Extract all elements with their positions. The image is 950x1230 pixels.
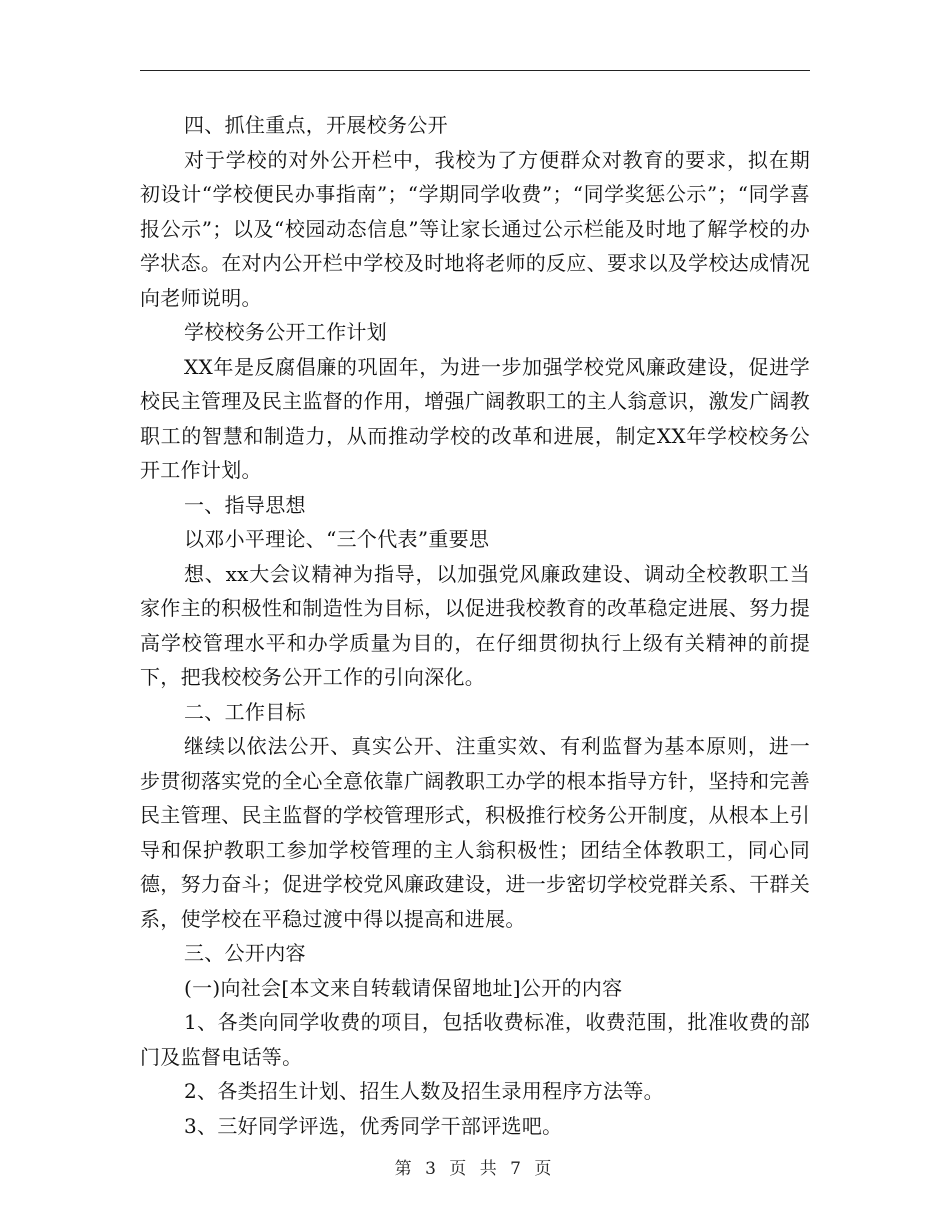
body-paragraph: 对于学校的对外公开栏中，我校为了方便群众对教育的要求，拟在期初设计“学校便民办事指南”；“学期同学收费”；“同学奖惩公示”；“同学喜报公示”；以及“校园动态信息”等让家长通过公示栏能及时地了解学校的办学状态。在对内公开栏中学校及时地将老师的反应、要求以及学校达成情况向老师说明。 <box>140 147 810 310</box>
list-item: 2、各类招生计划、招生人数及招生录用程序方法等。 <box>184 1079 664 1103</box>
section-heading-two: 二、工作目标 <box>184 699 306 724</box>
body-paragraph: 想、xx大会议精神为指导，以加强党风廉政建设、调动全校教职工当家作主的积极性和制造性为目标，以促进我校教育的改革稳定进展、努力提高学校管理水平和办学质量为目的，在仔细贯彻执行上级有关精神的前提下，把我校校务公开工作的引向深化。 <box>140 561 810 689</box>
section-heading-one: 一、指导思想 <box>184 492 306 517</box>
body-paragraph: 以邓小平理论、“三个代表”重要思 <box>184 527 490 551</box>
body-paragraph: XX年是反腐倡廉的巩固年，为进一步加强学校党风廉政建设，促进学校民主管理及民主监督的作用，增强广阔教职工的主人翁意识，激发广阔教职工的智慧和制造力，从而推动学校的改革和进展，制定XX年学校校务公开工作计划。 <box>140 354 810 482</box>
list-item: 3、三好同学评选，优秀同学干部评选吧。 <box>184 1113 563 1138</box>
subsection-heading: (一)向社会[本文来自转载请保留地址]公开的内容 <box>184 975 623 1000</box>
section-heading-four: 四、抓住重点，开展校务公开 <box>184 113 448 137</box>
header-rule <box>140 70 810 71</box>
document-body <box>140 108 810 1143</box>
page-number-footer: 第 3 页 共 7 页 <box>394 1159 556 1179</box>
section-heading-three: 三、公开内容 <box>184 941 306 965</box>
body-paragraph: 继续以依法公开、真实公开、注重实效、有利监督为基本原则，进一步贯彻落实党的全心全意依靠广阔教职工办学的根本指导方针，坚持和完善民主管理、民主监督的学校管理形式，积极推行校务公开制度，从根本上引导和保护教职工参加学校管理的主人翁积极性；团结全体教职工，同心同德，努力奋斗；促进学校党风廉政建设，进一步密切学校党群关系、干群关系，使学校在平稳过渡中得以提高和进展。 <box>140 734 810 931</box>
list-item: 1、各类向同学收费的项目，包括收费标准，收费范围，批准收费的部门及监督电话等。 <box>140 1010 810 1069</box>
plan-title: 学校校务公开工作计划 <box>184 320 387 344</box>
